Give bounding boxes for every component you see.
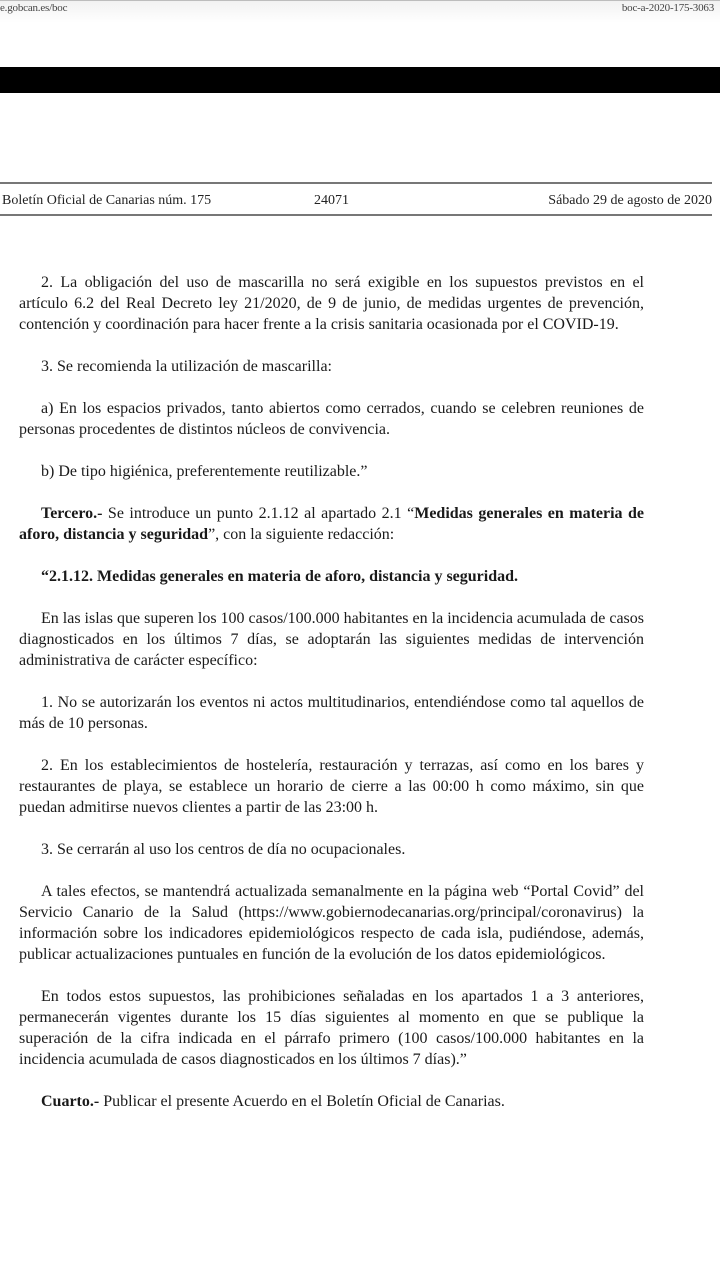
paragraph: b) De tipo higiénica, preferentemente reutilizable.”	[41, 463, 368, 480]
publication-name: Boletín Oficial de Canarias núm. 175	[2, 193, 212, 208]
paragraph: 3. Se recomienda la utilización de mascarilla:	[41, 358, 332, 375]
redaction-bar	[0, 67, 720, 93]
paragraph-tercero: Tercero.- Se introduce un punto 2.1.12 al apartado 2.1 “Medidas generales en materia de aforo, distancia y seguridad”, con la siguiente redacción:	[19, 505, 645, 543]
page-number: 24071	[314, 193, 349, 208]
section-title: Medidas generales en materia de aforo, distancia y seguridad	[19, 505, 645, 543]
browser-url-bar	[0, 0, 720, 23]
document-code: boc-a-2020-175-3063	[621, 2, 714, 14]
url-text[interactable]: e.gobcan.es/boc	[0, 2, 68, 14]
paragraph-cuarto: Cuarto.- Publicar el presente Acuerdo en el Boletín Oficial de Canarias.	[41, 1093, 505, 1110]
publication-date: Sábado 29 de agosto de 2020	[548, 193, 712, 208]
paragraph: A tales efectos, se mantendrá actualizada semanalmente en la página web “Portal Covid” del Servicio Canario de la Salud (https://www.gobiernodecanarias.org/principal/coronavirus) la información sobre los indicadores epidemiológicos respecto de cada isla, pudiéndose, además, publicar actualizaciones puntuales en función de la evolución de los datos epidemiológicos.	[19, 883, 644, 963]
section-label: Cuarto.-	[41, 1093, 100, 1110]
subsection-heading: “2.1.12. Medidas generales en materia de aforo, distancia y seguridad.	[41, 568, 519, 585]
header-rule-bottom	[0, 214, 712, 216]
paragraph: 1. No se autorizarán los eventos ni actos multitudinarios, entendiéndose como tal aquellos de más de 10 personas.	[19, 694, 644, 732]
paragraph: En todos estos supuestos, las prohibiciones señaladas en los apartados 1 a 3 anteriores, permanecerán vigentes durante los 15 días siguientes al momento en que se publique la superación de la cifra indicada en el párrafo primero (100 casos/100.000 habitantes en la incidencia acumulada de casos diagnosticados en los últimos 7 días).”	[19, 988, 644, 1068]
paragraph: 3. Se cerrarán al uso los centros de día no ocupacionales.	[41, 841, 406, 858]
paragraph: 2. La obligación del uso de mascarilla no será exigible en los supuestos previstos en el artículo 6.2 del Real Decreto ley 21/2020, de 9 de junio, de medidas urgentes de prevención, contención y coordinación para hacer frente a la crisis sanitaria ocasionada por el COVID-19.	[19, 274, 644, 333]
section-label: Tercero.-	[41, 505, 103, 522]
paragraph: a) En los espacios privados, tanto abiertos como cerrados, cuando se celebren reuniones de personas procedentes de distintos núcleos de convivencia.	[19, 400, 644, 438]
document-body	[19, 272, 644, 1133]
paragraph: 2. En los establecimientos de hostelería, restauración y terrazas, así como en los bares y restaurantes de playa, se establece un horario de cierre a las 00:00 h como máximo, sin que puedan admitirse nuevos clientes a partir de las 23:00 h.	[19, 757, 644, 816]
header-rule-top	[0, 182, 712, 184]
paragraph: En las islas que superen los 100 casos/100.000 habitantes en la incidencia acumulada de casos diagnosticados en los últimos 7 días, se adoptarán las siguientes medidas de intervención administrativa de carácter específico:	[19, 610, 644, 669]
